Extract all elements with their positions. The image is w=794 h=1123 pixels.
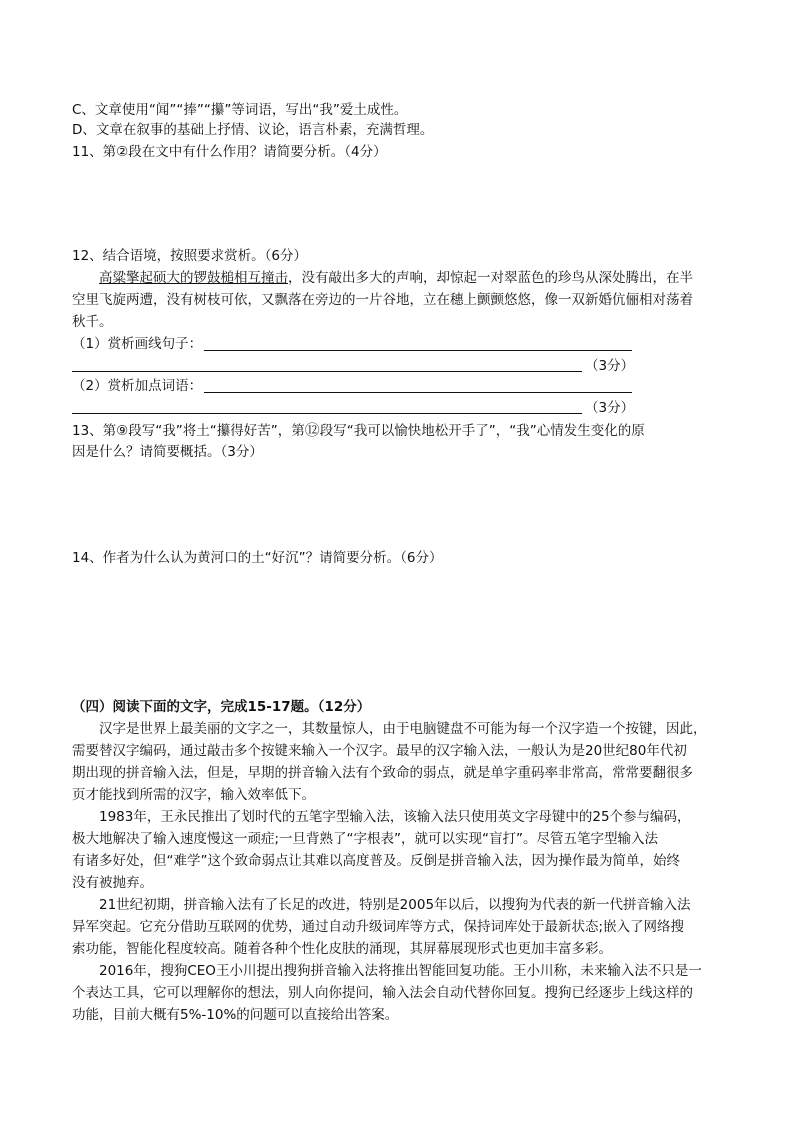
sub-question-2-label: （2）赏析加点词语： — [72, 378, 203, 394]
question-12-passage-line-1 — [99, 268, 693, 288]
sub-question-2-score: （3分） — [585, 400, 635, 416]
paragraph-4-line: 功能，目前大概有5%-10%的问题可以直接给出答案。 — [72, 1007, 399, 1023]
sub-question-1-label: （1）赏析画线句子： — [72, 336, 203, 352]
question-12-passage-line-3: 秋千。 — [72, 314, 113, 330]
passage-text: ，没有敲出多大的声响，却惊起一对翠蓝色的珍鸟从深处腾出，在半 — [288, 270, 693, 286]
paragraph-3-line: 21世纪初期，拼音输入法有了长足的改进，特别是2005年以后，以搜狗为代表的新一代拼音输入法 — [99, 897, 691, 913]
answer-line[interactable] — [204, 392, 632, 393]
paragraph-1-line: 期出现的拼音输入法，但是，早期的拼音输入法有个致命的弱点，就是单字重码率非常高，常常要翻很多 — [72, 765, 693, 781]
paragraph-1-line: 汉字是世界上最美丽的文字之一，其数量惊人，由于电脑键盘不可能为每一个汉字造一个按键，因此， — [99, 721, 707, 737]
paragraph-2-line: 没有被抛弃。 — [72, 875, 153, 891]
question-13-text-b: 段写“我可以愉快地松开手了”，“我”心情发生变化的原 — [319, 423, 645, 439]
answer-line[interactable] — [72, 413, 582, 414]
question-13-line-2: 因是什么？请简要概括。（3分） — [72, 444, 263, 460]
paragraph-2-line: 1983年，王永民推出了划时代的五笔字型输入法，该输入法只使用英文字母键中的25个参与编码， — [99, 809, 691, 825]
paragraph-4-line: 2016年，搜狗CEO王小川提出搜狗拼音输入法将推出智能回复功能。王小川称，未来输入法不只是一 — [99, 963, 702, 979]
sub-question-1-score: （3分） — [585, 358, 635, 374]
option-c: C、文章使用“闻”“捧”“攥”等词语，写出“我”爱土成性。 — [72, 102, 408, 118]
question-12-stem: 12、结合语境，按照要求赏析。（6分） — [72, 248, 308, 264]
answer-line[interactable] — [72, 371, 582, 372]
option-d: D、文章在叙事的基础上抒情、议论，语言朴素，充满哲理。 — [72, 122, 434, 138]
paragraph-1-line: 页才能找到所需的汉字，输入效率低下。 — [72, 787, 315, 803]
question-11: 11、第②段在文中有什么作用？请简要分析。（4分） — [72, 144, 387, 160]
question-13-text-a: 13、第⑨段写“我”将土“攥得好苦”，第 — [72, 423, 305, 439]
question-13-line-1 — [72, 420, 645, 441]
question-14: 14、作者为什么认为黄河口的土“好沉”？请简要分析。（6分） — [72, 550, 443, 566]
paragraph-2-line: 有诸多好处，但“难学”这个致命弱点让其难以高度普及。反倒是拼音输入法，因为操作最为简单，始终 — [72, 853, 680, 869]
circled-number-12: ⑫ — [304, 421, 320, 439]
paragraph-2-line: 极大地解决了输入速度慢这一顽症;一旦背熟了“字根表”，就可以实现“盲打”。尽管五笔字型输入法 — [72, 831, 659, 847]
question-12-passage-line-2: 空里飞旋两遭，没有树枝可依，又飘落在旁边的一片谷地，立在穗上颤颤悠悠，像一双新婚伉俪相对荡着 — [72, 292, 693, 308]
section-4-heading: （四）阅读下面的文字，完成15-17题。（12分） — [72, 699, 371, 715]
paragraph-1-line: 需要替汉字编码，通过敲击多个按键来输入一个汉字。最早的汉字输入法，一般认为是20世纪80年代初 — [72, 743, 687, 759]
paragraph-3-line: 索功能，智能化程度较高。随着各种个性化皮肤的涌现，其屏幕展现形式也更加丰富多彩。 — [72, 941, 612, 957]
underlined-sentence: 高粱擎起硕大的锣鼓槌相互撞击 — [99, 270, 288, 286]
paragraph-4-line: 个表达工具，它可以理解你的想法，别人向你提问，输入法会自动代替你回复。搜狗已经逐步上线这样的 — [72, 985, 693, 1001]
paragraph-3-line: 异军突起。它充分借助互联网的优势，通过自动升级词库等方式，保持词库处于最新状态;嵌入了网络搜 — [72, 919, 685, 935]
answer-line[interactable] — [204, 350, 632, 351]
